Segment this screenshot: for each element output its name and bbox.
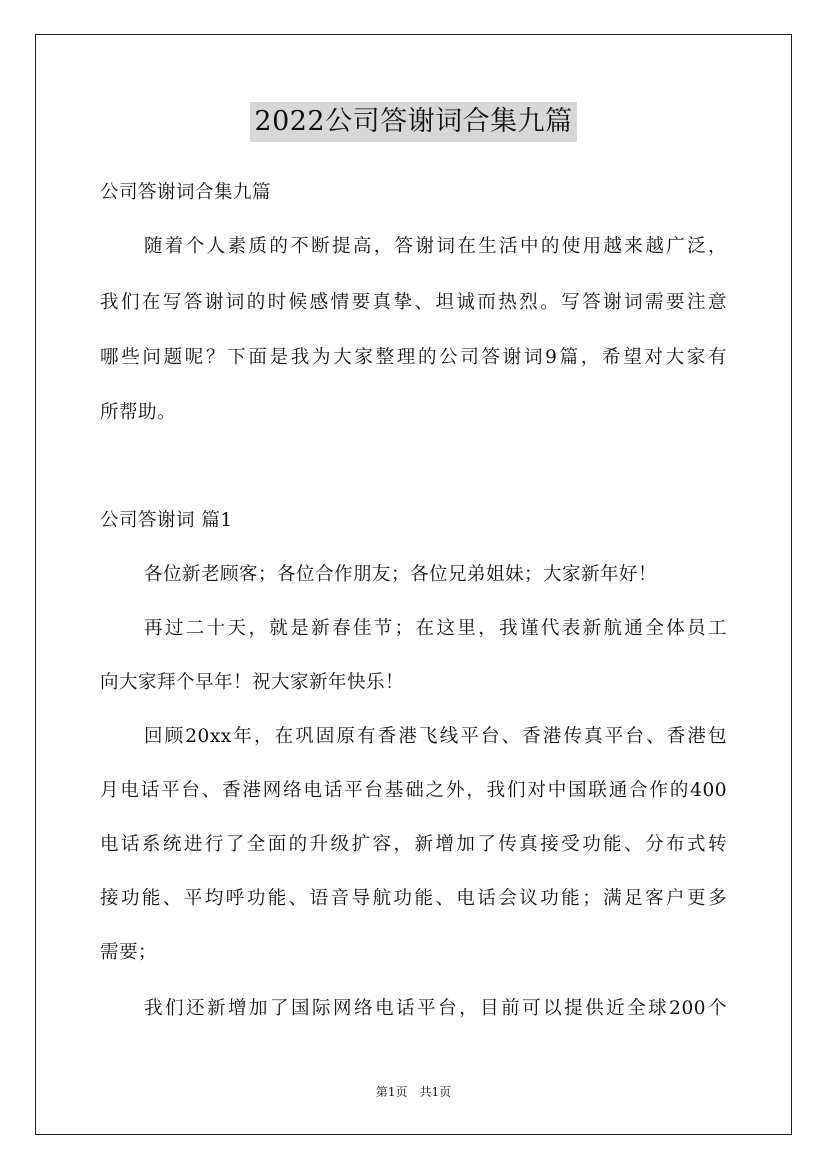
paragraph-line: 再过二十天，就是新春佳节；在这里，我谨代表新航通全体员工 — [144, 618, 727, 639]
document-title: 2022公司答谢词合集九篇 — [250, 102, 576, 142]
page-footer: 第1页 共1页 — [375, 1085, 452, 1099]
paragraph-line: 随着个人素质的不断提高，答谢词在生活中的使用越来越广泛， — [144, 236, 727, 257]
document-title-wrap — [0, 102, 827, 142]
paragraph-line: 各位新老顾客；各位合作朋友；各位兄弟姐妹；大家新年好！ — [144, 564, 658, 585]
paragraph-line: 哪些问题呢？下面是我为大家整理的公司答谢词9篇，希望对大家有 — [100, 347, 727, 368]
paragraph-line: 月电话平台、香港网络电话平台基础之外，我们对中国联通合作的400 — [100, 780, 727, 801]
paragraph-line: 电话系统进行了全面的升级扩容，新增加了传真接受功能、分布式转 — [100, 834, 727, 855]
paragraph-line: 所帮助。 — [100, 402, 177, 423]
paragraph-line: 我们还新增加了国际网络电话平台，目前可以提供近全球200个 — [144, 998, 727, 1019]
paragraph-line: 我们在写答谢词的时候感情要真挚、坦诚而热烈。写答谢词需要注意 — [100, 292, 727, 313]
subtitle-line: 公司答谢词合集九篇 — [100, 182, 272, 203]
paragraph-line: 接功能、平均呼功能、语音导航功能、电话会议功能；满足客户更多 — [100, 888, 727, 909]
paragraph-line: 向大家拜个早年！祝大家新年快乐！ — [100, 672, 405, 693]
paragraph-line: 需要； — [100, 942, 158, 963]
paragraph-line: 回顾20xx年，在巩固原有香港飞线平台、香港传真平台、香港包 — [144, 726, 727, 747]
section-heading: 公司答谢词 篇1 — [100, 510, 233, 531]
